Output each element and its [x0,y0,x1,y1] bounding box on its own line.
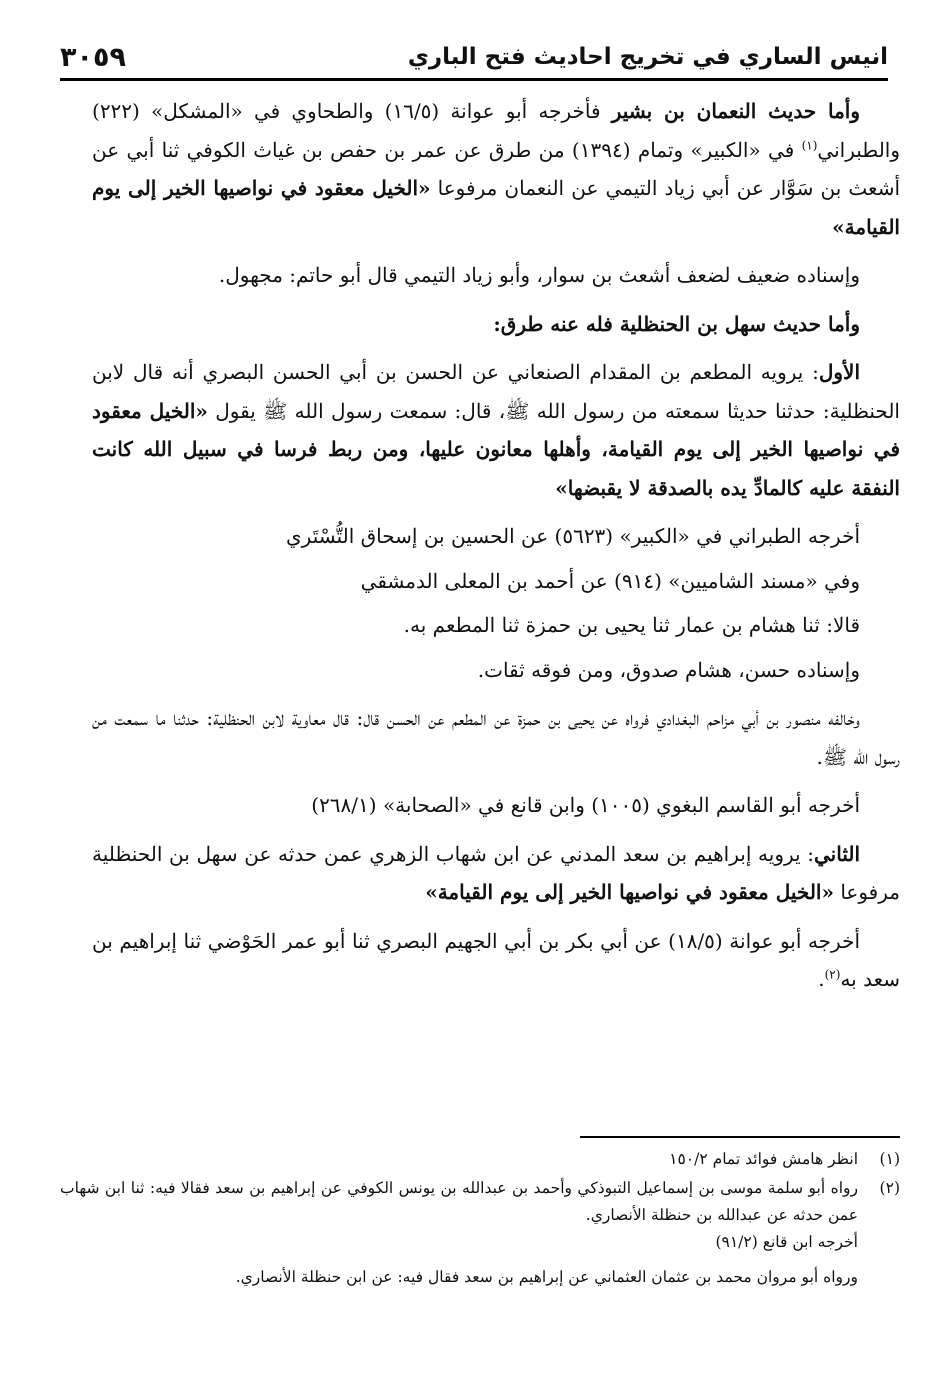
footnotes [60,1146,900,1293]
hadith-quote: «الخيل معقود في نواصيها الخير إلى يوم القيامة، وأهلها معانون عليها، ومن ربط فرسا في سبيل الله كانت النفقة عليه كالمادِّ يده بالصدقة لا يقبضها» [92,398,901,500]
paragraph-text: : يرويه المطعم بن المقدام الصنعاني عن الحسن بن أبي الحسن البصري أنه قال لابن الحنظلية: حدثنا حديثا سمعته من رسول الله ﷺ، قال: سمعت رسول الله ﷺ يقول [92,360,900,423]
section-heading-sahl: وأما حديث سهل بن الحنظلية فله عنه طرق: [493,311,860,336]
footnote-divider [580,1136,900,1138]
paragraph-lead: الأول [818,360,860,384]
running-header [60,36,888,81]
paragraph-isnad-weak: وإسناده ضعيف لضعف أشعث بن سوار، وأبو زياد التيمي قال أبو حاتم: مجهول. [218,263,860,287]
footnote-2 [60,1175,900,1291]
paragraph-lead: الثاني [813,841,860,866]
footnote-text [60,1146,858,1173]
paragraph-baghawi: أخرجه أبو القاسم البغوي (١٠٠٥) وابن قانع في «الصحابة» (٢٦٨/١) [311,793,860,817]
paragraph-musnad-shamiyyin: وفي «مسند الشاميين» (٩١٤) عن أحمد بن المعلى الدمشقي [360,568,860,593]
hadith-quote: «الخيل معقود في نواصيها الخير إلى يوم القيامة» [92,176,900,239]
paragraph-mansur: وخالفه منصور بن أبي مزاحم البغدادي فرواه عن يحيى بن حمزة عن المطعم عن الحسن قال: قال معاوية لابن الحنظلية: حدثنا ما سمعت من رسول الله ﷺ. [92,706,900,769]
paragraph-text: . [818,967,825,991]
paragraph-qala: قالا: ثنا هشام بن عمار ثنا يحيى بن حمزة ثنا المطعم به. [403,613,860,637]
paragraph-text: أخرجه أبو عوانة (١٨/٥) عن أبي بكر بن أبي الجهيم البصري ثنا أبو عمر الحَوْضي ثنا إبراهيم بن سعد به [92,928,900,991]
footnote-number: (١) [879,1150,900,1168]
footnote-1 [60,1146,900,1173]
paragraph-second-route [92,835,900,912]
paragraph-takhrij-tabarani: أخرجه الطبراني في «الكبير» (٥٦٢٣) عن الحسين بن إسحاق التُّسْتَري [286,524,860,548]
footnote-number: (٢) [879,1179,900,1197]
main-text [92,92,900,1009]
footnote-text [60,1175,858,1291]
footnote-line: انظر هامش فوائد تمام ١٥٠/٢ [669,1150,858,1168]
paragraph-isnad-hasan: وإسناده حسن، هشام صدوق، ومن فوقه ثقات. [477,657,860,682]
footnote-line: رواه أبو سلمة موسى بن إسماعيل التبوذكي وأحمد بن عبدالله بن يونس الكوفي عن إبراهيم بن سعد فقالا فيه: ثنا ابن شهاب عمن حدثه عن عبدالله بن حنظلة الأنصاري. [60,1179,858,1224]
footnote-marker-1[interactable]: (١) [801,137,818,152]
hadith-quote: «الخيل معقود في نواصيها الخير إلى يوم القيامة» [425,880,834,904]
page-number: ٣٠٥٩ [60,41,126,73]
header-title: انيس الساري في تخريج احاديث فتح الباري [407,44,888,70]
paragraph-text: فأخرجه أبو عوانة (١٦/٥) والطحاوي في «المشكل» (٢٢٢) والطبراني [92,99,900,162]
footnote-line: ورواه أبو مروان محمد بن عثمان العثماني عن إبراهيم بن سعد فقال فيه: عن ابن حنظلة الأنصاري. [235,1268,858,1286]
paragraph-text: : يرويه إبراهيم بن سعد المدني عن ابن شهاب الزهري عمن حدثه عن سهل بن الحنظلية مرفوعا [92,841,900,904]
paragraph-first-route [92,353,900,507]
footnote-marker-2[interactable]: (٢) [824,967,841,982]
paragraph-abu-awana [92,922,900,999]
footnote-line: أخرجه ابن قانع (٩١/٢) [715,1233,858,1251]
paragraph-numan-hadith [92,92,900,246]
paragraph-lead: وأما حديث النعمان بن بشير [611,99,861,123]
paragraph-text: في «الكبير» وتمام (١٣٩٤) من طرق عن عمر بن حفص بن غياث الكوفي ثنا أبي عن أشعث بن سَوَّار عن أبي زياد التيمي عن النعمان مرفوعا [92,137,901,200]
